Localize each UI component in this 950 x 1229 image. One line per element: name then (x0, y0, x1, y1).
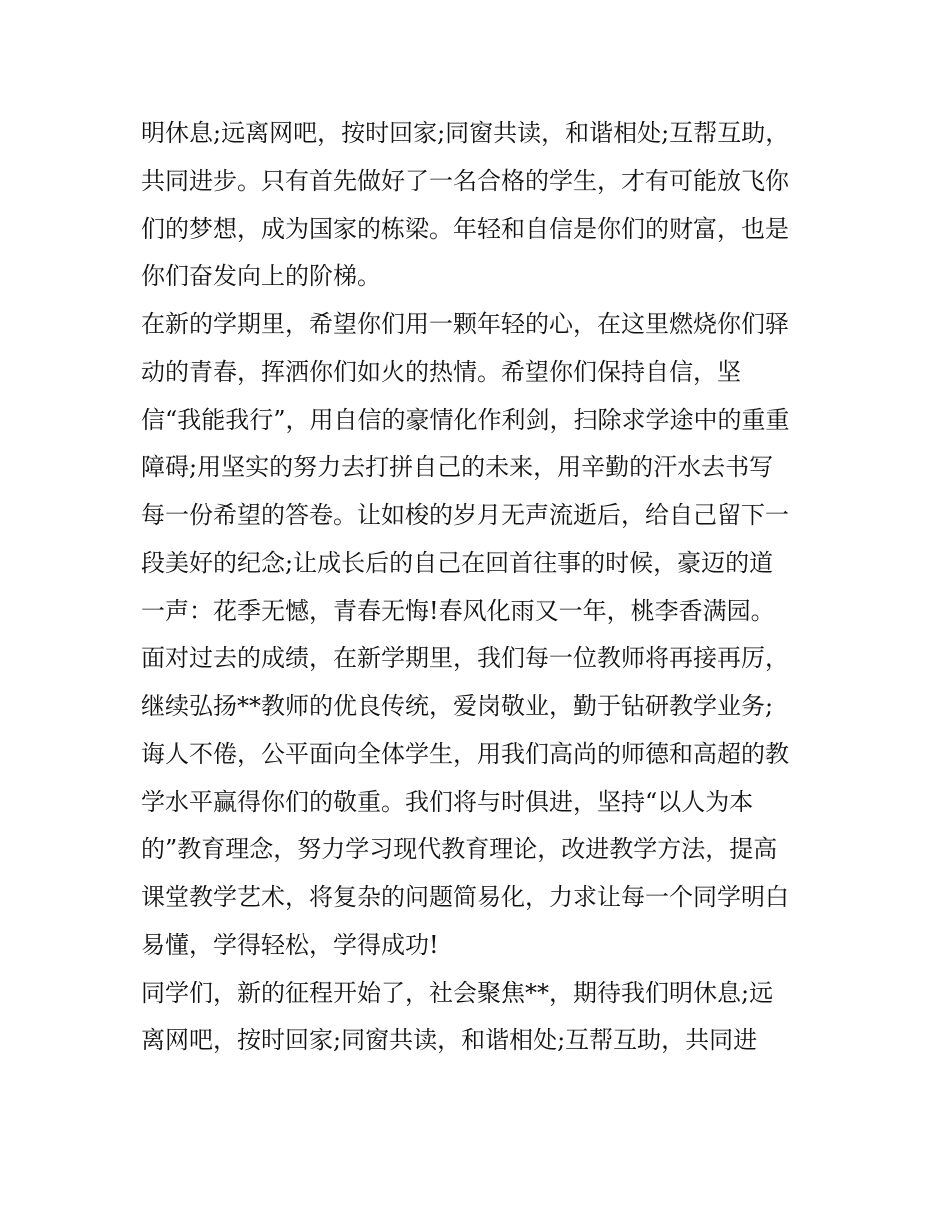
text-line: 你们奋发向上的阶梯。 (141, 262, 381, 291)
text-line: 学水平赢得你们的敬重。我们将与时俱进，坚持“以人为本 (141, 787, 754, 816)
text-line: 在新的学期里，希望你们用一颗年轻的心，在这里燃烧你们驿 (141, 310, 789, 338)
text-line: 共同进步。只有首先做好了一名合格的学生，才有可能放飞你 (141, 166, 789, 195)
text-line: 同学们，新的征程开始了，社会聚焦**，期待我们明休息;远 (141, 978, 774, 1007)
text-line: 们的梦想，成为国家的栋梁。年轻和自信是你们的财富，也是 (141, 214, 789, 243)
text-line: 段美好的纪念;让成长后的自己在回首往事的时候，豪迈的道 (141, 548, 774, 577)
text-line: 面对过去的成绩，在新学期里，我们每一位教师将再接再厉， (141, 644, 789, 673)
text-line: 信“我能我行”，用自信的豪情化作利剑，扫除求学途中的重重 (141, 405, 790, 434)
text-line: 动的青春，挥洒你们如火的热情。希望你们保持自信，坚 (141, 357, 741, 386)
text-line: 易懂，学得轻松，学得成功! (141, 930, 439, 959)
text-line: 的”教育理念，努力学习现代教育理论，改进教学方法，提高 (141, 835, 778, 864)
text-line: 一声：花季无憾，青春无悔!春风化雨又一年，桃李香满园。 (141, 596, 775, 625)
body-text (141, 110, 821, 1065)
text-line: 每一份希望的答卷。让如梭的岁月无声流逝后，给自己留下一 (141, 501, 789, 529)
text-line: 离网吧，按时回家;同窗共读，和谐相处;互帮互助，共同进 (141, 1026, 758, 1055)
text-line: 障碍;用坚实的努力去打拼自己的未来，用辛勤的汗水去书写 (141, 453, 774, 482)
text-line: 明休息;远离网吧，按时回家;同窗共读，和谐相处;互帮互助， (141, 119, 790, 147)
text-line: 继续弘扬**教师的优良传统，爱岗敬业，勤于钻研教学业务; (141, 692, 774, 720)
text-line: 诲人不倦，公平面向全体学生，用我们高尚的师德和高超的教 (141, 739, 789, 768)
text-line: 课堂教学艺术，将复杂的问题简易化，力求让每一个同学明白 (141, 883, 789, 911)
